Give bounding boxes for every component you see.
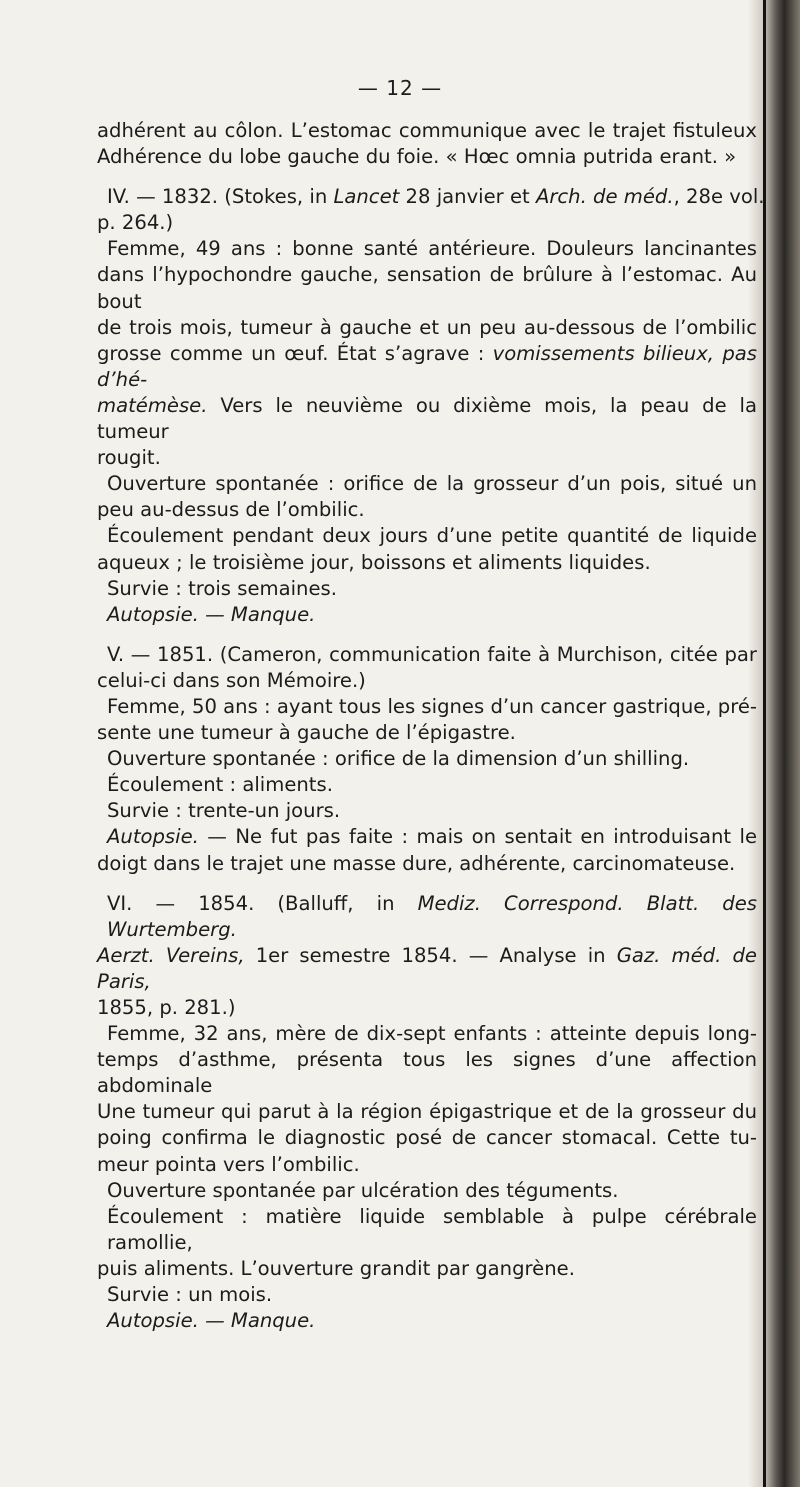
text-line: temps d’asthme, présenta tous les signes d’une affection abdominale [97, 1048, 757, 1098]
text-line: Écoulement pendant deux jours d’une petite quantité de liquide [107, 524, 757, 548]
text-line: puis aliments. L’ouverture grandit par gangrène. [97, 1256, 575, 1280]
page-binding-line [763, 0, 766, 1487]
text-line: Survie : un mois. [107, 1283, 273, 1307]
text-line: Une tumeur qui parut à la région épigastrique et de la grosseur du [97, 1100, 757, 1124]
text-line: Ouverture spontanée : orifice de la grosseur d’un pois, situé un [107, 472, 757, 496]
text-line: poing confirma le diagnostic posé de cancer stomacal. Cette tu- [97, 1126, 757, 1150]
text-line: matémèse. Vers le neuvième ou dixième mois, la peau de la tumeur [97, 393, 757, 444]
case-vi [97, 891, 757, 1335]
text-line: dans l’hypochondre gauche, sensation de brûlure à l’estomac. Au bout [97, 263, 757, 313]
case-heading: V. — 1851. (Cameron, communication faite à Murchison, citée par [107, 642, 757, 666]
case-v [97, 642, 757, 877]
text-line: 1855, p. 281.) [97, 996, 236, 1019]
text-line: de trois mois, tumeur à gauche et un peu au-dessous de l’ombilic [97, 315, 757, 339]
text-line: grosse comme un œuf. État s’agrave : vomissements bilieux, pas d’hé- [97, 341, 757, 391]
autopsy-line: Autopsie. — Ne fut pas faite : mais on sentait en introduisant le [107, 825, 757, 849]
text-line: Écoulement : aliments. [107, 773, 333, 797]
text-line: rougit. [97, 446, 161, 470]
text-line: Femme, 32 ans, mère de dix-sept enfants : atteinte depuis long- [107, 1022, 757, 1046]
text-line: Ouverture spontanée par ulcération des téguments. [107, 1178, 619, 1202]
text-line: celui-ci dans son Mémoire.) [97, 668, 366, 692]
text-line: Survie : trente-un jours. [107, 799, 341, 823]
text-line: adhérent au côlon. L’estomac communique avec le trajet fistuleux [97, 119, 757, 142]
text-line: Femme, 50 ans : ayant tous les signes d’un cancer gastrique, pré- [107, 694, 757, 718]
text-line: peu au-dessus de l’ombilic. [97, 498, 365, 522]
text-line: meur pointa vers l’ombilic. [97, 1152, 360, 1176]
text-line: Femme, 49 ans : bonne santé antérieure. Douleurs lancinantes [107, 237, 757, 261]
autopsy-line: Autopsie. — Manque. [107, 602, 316, 626]
text-line: aqueux ; le troisième jour, boissons et aliments liquides. [97, 550, 651, 574]
page-number: — 12 — [357, 76, 443, 100]
case-iv [97, 184, 765, 628]
text-line: Écoulement : matière liquide semblable à pulpe cérébrale ramollie, [107, 1204, 757, 1254]
text-line: Ouverture spontanée : orifice de la dimension d’un shilling. [107, 747, 690, 771]
case-heading: IV. — 1832. (Stokes, in Lancet 28 janvier et Arch. de méd., 28e vol. [107, 185, 765, 209]
text-line: Aerzt. Vereins, 1er semestre 1854. — Analyse in Gaz. méd. de Paris, [97, 943, 757, 993]
text-line: Adhérence du lobe gauche du foie. « Hœc omnia putrida erant. » [97, 145, 737, 169]
text-line: Survie : trois semaines. [107, 576, 337, 600]
case-heading: VI. — 1854. (Balluff, in Mediz. Correspond. Blatt. des Wurtemberg. [107, 891, 757, 941]
text-line: sente une tumeur à gauche de l’épigastre. [97, 721, 516, 745]
autopsy-line: Autopsie. — Manque. [107, 1309, 316, 1333]
text-line: p. 264.) [97, 211, 174, 235]
document-body [97, 118, 765, 1334]
text-line: doigt dans le trajet une masse dure, adhérente, carcinomateuse. [97, 851, 736, 875]
